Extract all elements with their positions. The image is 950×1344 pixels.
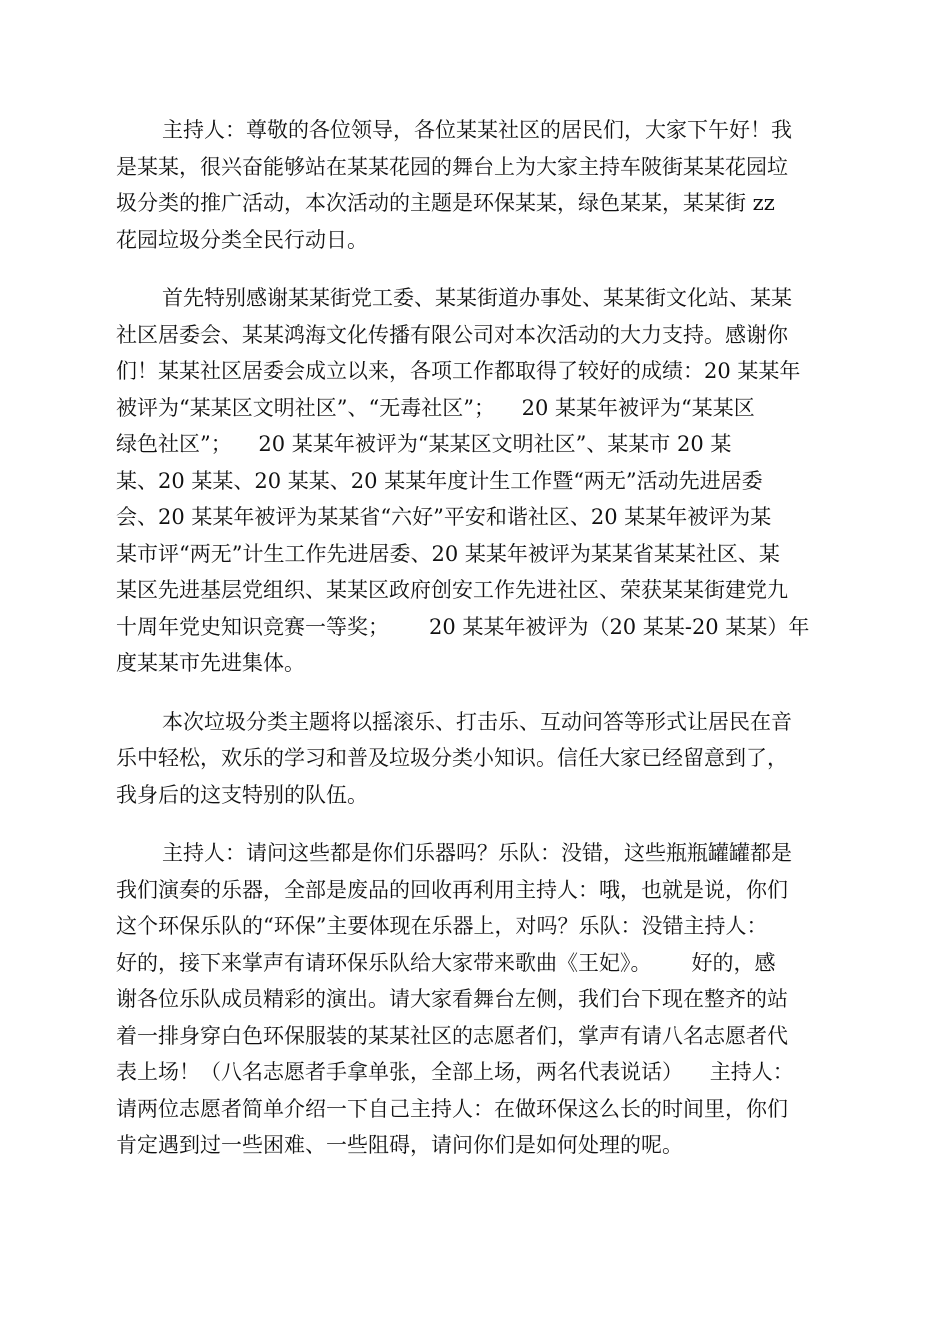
text-line: 是某某，很兴奋能够站在某某花园的舞台上为大家主持车陂街某某花园垃: [116, 154, 788, 179]
text-line: 圾分类的推广活动，本次活动的主题是环保某某，绿色某某，某某街 zz: [116, 191, 775, 215]
text-line: 主持人：请问这些都是你们乐器吗？乐队：没错，这些瓶瓶罐罐都是: [162, 841, 792, 865]
text-line: 某、20 某某、20 某某、20 某某年度计生工作暨“两无”活动先进居委: [116, 468, 763, 493]
text-line: 好的，接下来掌声有请环保乐队给大家带来歌曲《王妃》。 好的，感: [116, 950, 776, 975]
paragraph-dialogue: [116, 835, 836, 1164]
text-line: 绿色社区”； 20 某某年被评为“某某区文明社区”、某某市 20 某: [116, 432, 732, 456]
paragraph-theme: [116, 704, 836, 814]
text-line: 度某某市先进集体。: [116, 651, 305, 675]
text-line: 表上场！（八名志愿者手拿单张，全部上场，两名代表说话） 主持人：: [116, 1060, 794, 1084]
text-line: 某市评“两无”计生工作先进居委、20 某某年被评为某某省某某社区、某: [116, 541, 780, 566]
text-line: 社区居委会、某某鸿海文化传播有限公司对本次活动的大力支持。感谢你: [116, 322, 788, 347]
text-line: 被评为“某某区文明社区”、“无毒社区”； 20 某某年被评为“某某区: [116, 395, 755, 420]
text-line: 主持人：尊敬的各位领导，各位某某社区的居民们，大家下午好！我: [162, 118, 792, 142]
text-line: 请两位志愿者简单介绍一下自己主持人：在做环保这么长的时间里，你们: [116, 1096, 788, 1121]
text-line: 肯定遇到过一些困难、一些阻碍，请问你们是如何处理的呢。: [116, 1133, 683, 1157]
text-line: 我身后的这支特别的队伍。: [116, 782, 368, 807]
text-line: 这个环保乐队的“环保”主要体现在乐器上，对吗？乐队：没错主持人：: [116, 914, 768, 938]
text-line: 谢各位乐队成员精彩的演出。请大家看舞台左侧，我们台下现在整齐的站: [116, 987, 788, 1011]
text-line: 十周年党史知识竞赛一等奖； 20 某某年被评为（20 某某-20 某某）年: [116, 614, 810, 639]
text-line: 着一排身穿白色环保服装的某某社区的志愿者们，掌声有请八名志愿者代: [116, 1023, 788, 1048]
text-line: 们！某某社区居委会成立以来，各项工作都取得了较好的成绩：20 某某年: [116, 359, 801, 383]
text-line: 本次垃圾分类主题将以摇滚乐、打击乐、互动问答等形式让居民在音: [162, 709, 792, 734]
text-line: 会、20 某某年被评为某某省“六好”平安和谐社区、20 某某年被评为某: [116, 505, 772, 529]
paragraph-opening: [116, 112, 836, 258]
paragraph-thanks: [116, 280, 836, 682]
text-line: 首先特别感谢某某街党工委、某某街道办事处、某某街文化站、某某: [162, 286, 792, 310]
text-line: 乐中轻松，欢乐的学习和普及垃圾分类小知识。信任大家已经留意到了，: [116, 746, 788, 770]
text-line: 花园垃圾分类全民行动日。: [116, 227, 368, 252]
document-page: [116, 112, 836, 1186]
text-line: 某区先进基层党组织、某某区政府创安工作先进社区、荣获某某街建党九: [116, 578, 788, 602]
text-line: 我们演奏的乐器，全部是废品的回收再利用主持人：哦，也就是说，你们: [116, 877, 788, 902]
